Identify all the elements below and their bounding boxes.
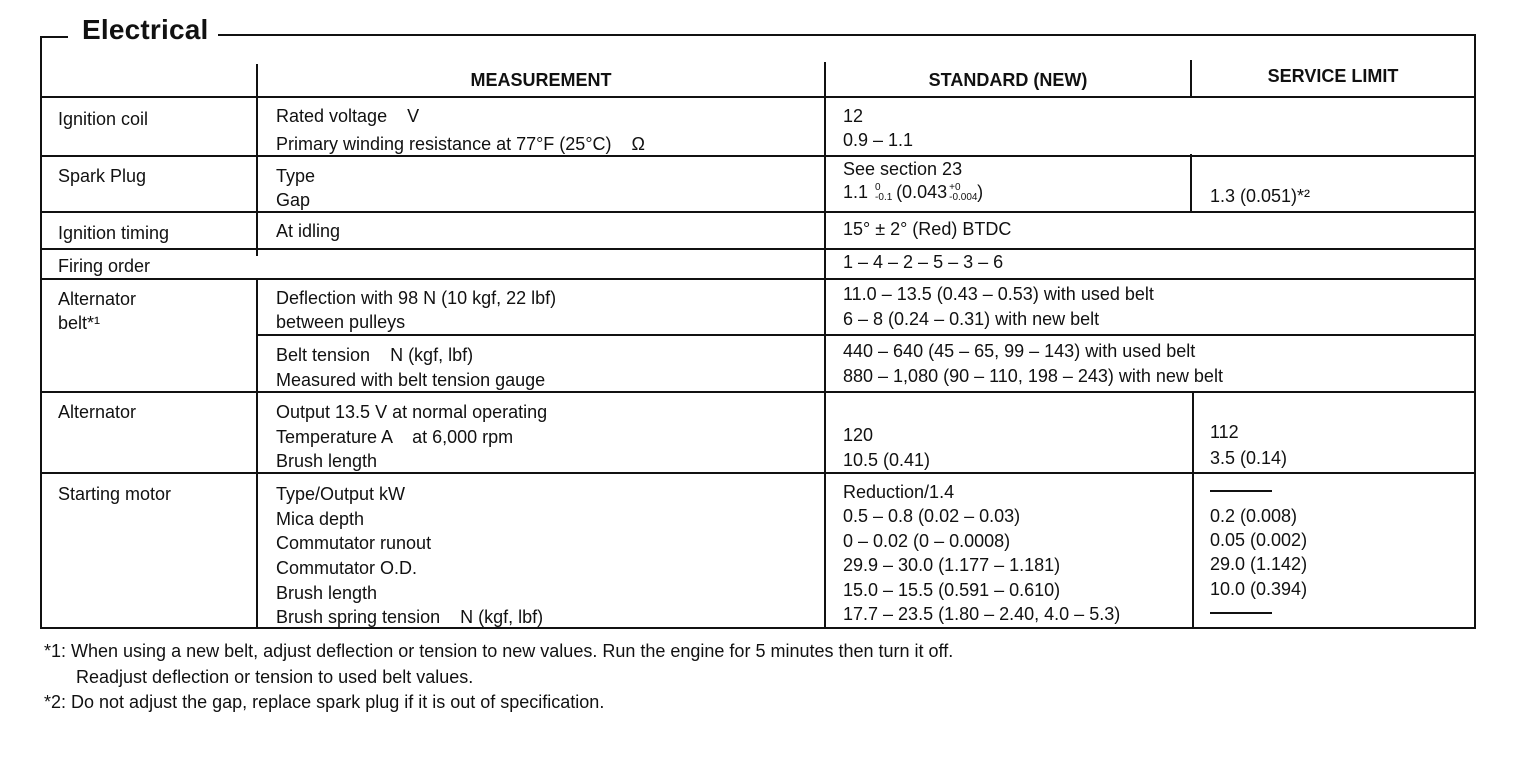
footnote-1: *1: When using a new belt, adjust deflection or tension to new values. Run the engine for 5 minutes then turn it off. — [44, 641, 954, 661]
frame-top-right — [218, 34, 1476, 36]
item-firing-order: Firing order — [58, 256, 151, 276]
item-starting-motor: Starting motor — [58, 484, 172, 504]
standard-spark-type: See section 23 — [843, 159, 963, 179]
standard-brush-length: 15.0 – 15.5 (0.591 – 0.610) — [843, 580, 1061, 600]
standard-type-output: Reduction/1.4 — [843, 482, 955, 502]
col-divider-standard-spark — [1190, 154, 1192, 212]
measurement-rated-voltage: Rated voltage V — [276, 106, 420, 126]
row-divider-3 — [40, 248, 1476, 250]
limit-spark-gap: 1.3 (0.051)*² — [1210, 186, 1311, 206]
limit-alt-brush-length: 3.5 (0.14) — [1210, 448, 1288, 468]
col-divider-item-2 — [256, 279, 258, 628]
measurement-between-pulleys: between pulleys — [276, 312, 406, 332]
col-divider-standard-alt — [1192, 392, 1194, 628]
measurement-spark-gap: Gap — [276, 190, 311, 210]
standard-ignition-timing: 15° ± 2° (Red) BTDC — [843, 219, 1012, 239]
standard-brush-spring-tension: 17.7 – 23.5 (1.80 – 2.40, 4.0 – 5.3) — [843, 604, 1121, 624]
measurement-brush-length: Brush length — [276, 583, 378, 603]
gap-tolerance-inch: +0 -0.004 — [949, 182, 978, 204]
row-divider-5 — [40, 391, 1476, 393]
standard-deflection-used: 11.0 – 13.5 (0.43 – 0.53) with used belt — [843, 284, 1154, 304]
item-ignition-coil: Ignition coil — [58, 109, 149, 129]
limit-type-output-dash — [1210, 478, 1272, 503]
measurement-output: Output 13.5 V at normal operating — [276, 402, 548, 422]
row-divider-4 — [40, 278, 1476, 280]
standard-commutator-od: 29.9 – 30.0 (1.177 – 1.181) — [843, 555, 1061, 575]
standard-tension-new: 880 – 1,080 (90 – 110, 198 – 243) with new belt — [843, 366, 1223, 386]
standard-tension-used: 440 – 640 (45 – 65, 99 – 143) with used belt — [843, 341, 1196, 361]
gap-base: 1.1 — [843, 182, 869, 202]
row-divider-1 — [40, 155, 1476, 157]
measurement-at-idling: At idling — [276, 221, 341, 241]
limit-brush-spring-dash — [1210, 600, 1272, 625]
row-divider-2 — [40, 211, 1476, 213]
row-divider-belt — [256, 334, 1476, 336]
header-measurement: MEASUREMENT — [470, 70, 612, 90]
measurement-commutator-od: Commutator O.D. — [276, 558, 418, 578]
standard-firing-order: 1 – 4 – 2 – 5 – 3 – 6 — [843, 252, 1004, 272]
standard-primary-resistance: 0.9 – 1.1 — [843, 130, 914, 150]
standard-mica-depth: 0.5 – 0.8 (0.02 – 0.03) — [843, 506, 1021, 526]
section-title: Electrical — [82, 14, 209, 45]
measurement-primary-resistance: Primary winding resistance at 77°F (25°C) Ω — [276, 134, 645, 154]
limit-alt-output: 112 — [1210, 422, 1239, 442]
frame-top-left — [40, 36, 68, 38]
measurement-spark-type: Type — [276, 166, 316, 186]
measurement-temperature: Temperature A at 6,000 rpm — [276, 427, 514, 447]
limit-commutator-runout: 0.05 (0.002) — [1210, 530, 1308, 550]
item-ignition-timing: Ignition timing — [58, 223, 170, 243]
measurement-deflection: Deflection with 98 N (10 kgf, 22 lbf) — [276, 288, 557, 308]
no-limit-dash — [1210, 612, 1272, 614]
frame-right — [1474, 34, 1476, 628]
standard-alt-brush-length: 10.5 (0.41) — [843, 450, 931, 470]
measurement-belt-tension: Belt tension N (kgf, lbf) — [276, 345, 474, 365]
footnote-2: *2: Do not adjust the gap, replace spark plug if it is out of specification. — [44, 692, 605, 712]
item-spark-plug: Spark Plug — [58, 166, 147, 186]
item-alternator: Alternator — [58, 402, 137, 422]
header-standard: STANDARD (NEW) — [928, 70, 1088, 90]
measurement-mica-depth: Mica depth — [276, 509, 365, 529]
standard-deflection-new: 6 – 8 (0.24 – 0.31) with new belt — [843, 309, 1100, 329]
measurement-commutator-runout: Commutator runout — [276, 533, 432, 553]
measurement-brush-spring-tension: Brush spring tension N (kgf, lbf) — [276, 607, 544, 627]
col-divider-measure — [824, 62, 826, 628]
gap-close-paren: ) — [977, 182, 984, 202]
gap-inch: (0.043 — [896, 182, 948, 202]
standard-commutator-runout: 0 – 0.02 (0 – 0.0008) — [843, 531, 1011, 551]
limit-mica-depth: 0.2 (0.008) — [1210, 506, 1298, 526]
measurement-alt-brush-length: Brush length — [276, 451, 378, 471]
measurement-type-output: Type/Output kW — [276, 484, 406, 504]
frame-left — [40, 36, 42, 628]
item-alternator-belt-line2: belt*¹ — [58, 313, 101, 333]
row-divider-6 — [40, 472, 1476, 474]
footnote-1-cont: Readjust deflection or tension to used belt values. — [76, 667, 474, 687]
measurement-tension-gauge: Measured with belt tension gauge — [276, 370, 546, 390]
standard-spark-gap — [843, 180, 983, 205]
item-alternator-belt-line1: Alternator — [58, 289, 137, 309]
gap-tolerance-mm: 0 -0.1 — [875, 182, 893, 204]
no-limit-dash — [1210, 490, 1272, 492]
limit-brush-length: 10.0 (0.394) — [1210, 579, 1308, 599]
limit-commutator-od: 29.0 (1.142) — [1210, 554, 1308, 574]
standard-alt-output: 120 — [843, 425, 874, 445]
header-service-limit: SERVICE LIMIT — [1267, 66, 1399, 86]
col-divider-item — [256, 64, 258, 256]
standard-rated-voltage: 12 — [843, 106, 864, 126]
